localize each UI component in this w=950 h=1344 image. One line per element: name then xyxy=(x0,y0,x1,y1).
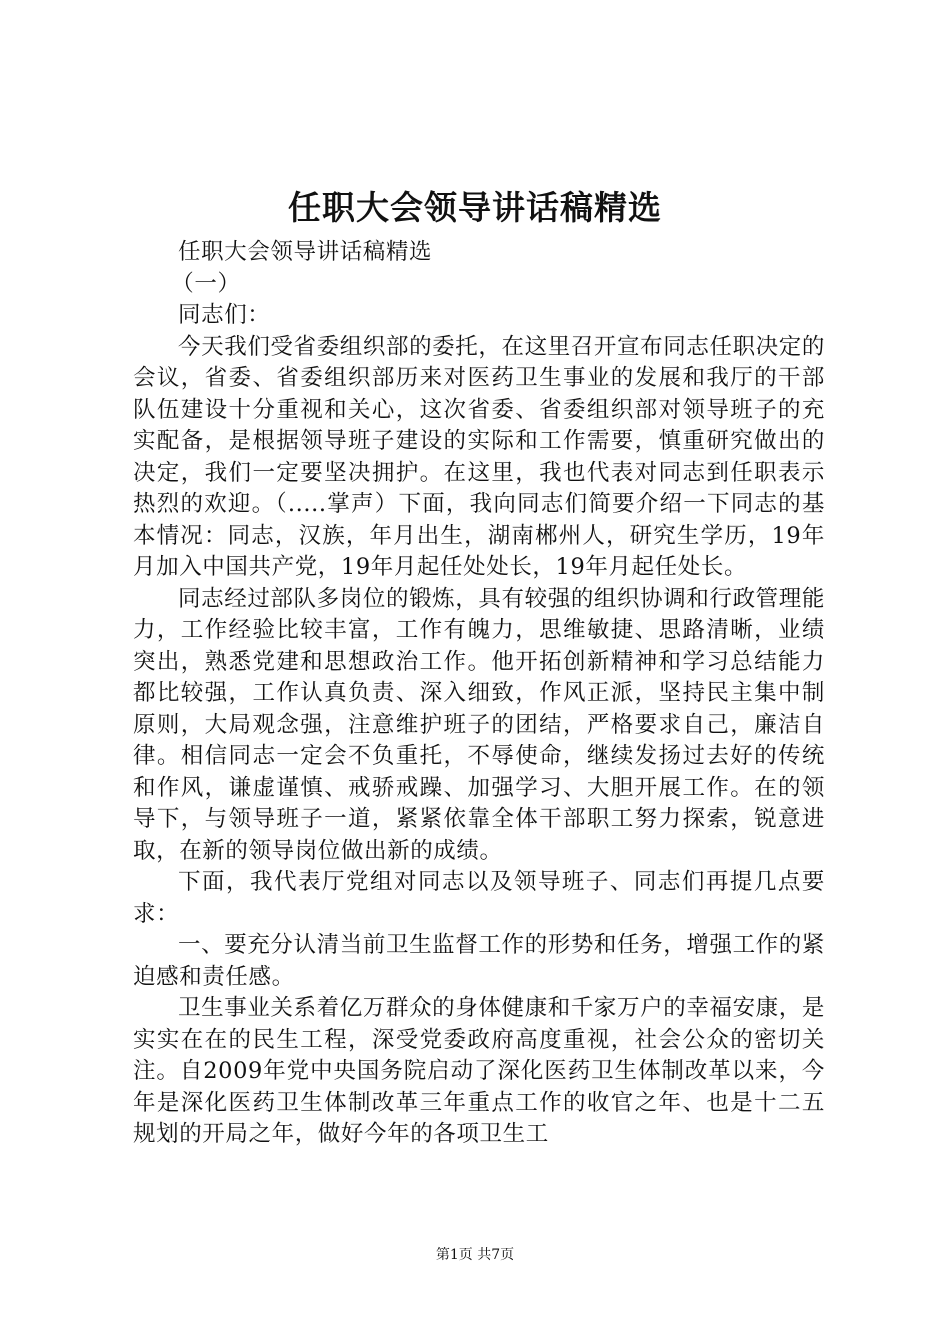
document-title: 任职大会领导讲话稿精选 xyxy=(288,188,662,227)
paragraph-body: 下面，我代表厅党组对同志以及领导班子、同志们再提几点要求： xyxy=(133,869,825,927)
paragraph-body: 同志经过部队多岗位的锻炼，具有较强的组织协调和行政管理能力，工作经验比较丰富，工作有魄力，思维敏捷、思路清晰，业绩突出，熟悉党建和思想政治工作。他开拓创新精神和学习总结能力都比较强，工作认真负责、深入细致，作风正派，坚持民主集中制原则，大局观念强，注意维护班子的团结，严格要求自己，廉洁自律。相信同志一定会不负重托，不辱使命，继续发扬过去好的传统和作风，谦虚谨慎、戒骄戒躁、加强学习、大胆开展工作。在的领导下，与领导班子一道，紧紧依靠全体干部职工努力探索，锐意进取，在新的领导岗位做出新的成绩。 xyxy=(133,585,825,864)
page-footer: 第1页 共7页 xyxy=(435,1247,515,1263)
paragraph-section-number: （一） xyxy=(171,270,241,297)
document-body xyxy=(133,237,825,1151)
paragraph-body: 今天我们受省委组织部的委托，在这里召开宣布同志任职决定的会议，省委、省委组织部历来对医药卫生事业的发展和我厅的干部队伍建设十分重视和关心，这次省委、省委组织部对领导班子的充实配备，是根据领导班子建设的实际和工作需要，慎重研究做出的决定，我们一定要坚决拥护。在这里，我也代表对同志到任职表示热烈的欢迎。（.....掌声）下面，我向同志们简要介绍一下同志的基本情况：同志，汉族，年月出生，湖南郴州人，研究生学历，19年月加入中国共产党，19年月起任处处长，19年月起任处长。 xyxy=(133,333,825,580)
paragraph-subtitle: 任职大会领导讲话稿精选 xyxy=(178,239,433,265)
paragraph-heading: 一、要充分认清当前卫生监督工作的形势和任务，增强工作的紧迫感和责任感。 xyxy=(133,932,825,990)
paragraph-salutation: 同志们： xyxy=(178,302,271,328)
paragraph-body: 卫生事业关系着亿万群众的身体健康和千家万户的幸福安康，是实实在在的民生工程，深受党委政府高度重视，社会公众的密切关注。自2009年党中央国务院启动了深化医药卫生体制改革以来，今年是深化医药卫生体制改革三年重点工作的收官之年、也是十二五规划的开局之年，做好今年的各项卫生工 xyxy=(133,995,825,1147)
